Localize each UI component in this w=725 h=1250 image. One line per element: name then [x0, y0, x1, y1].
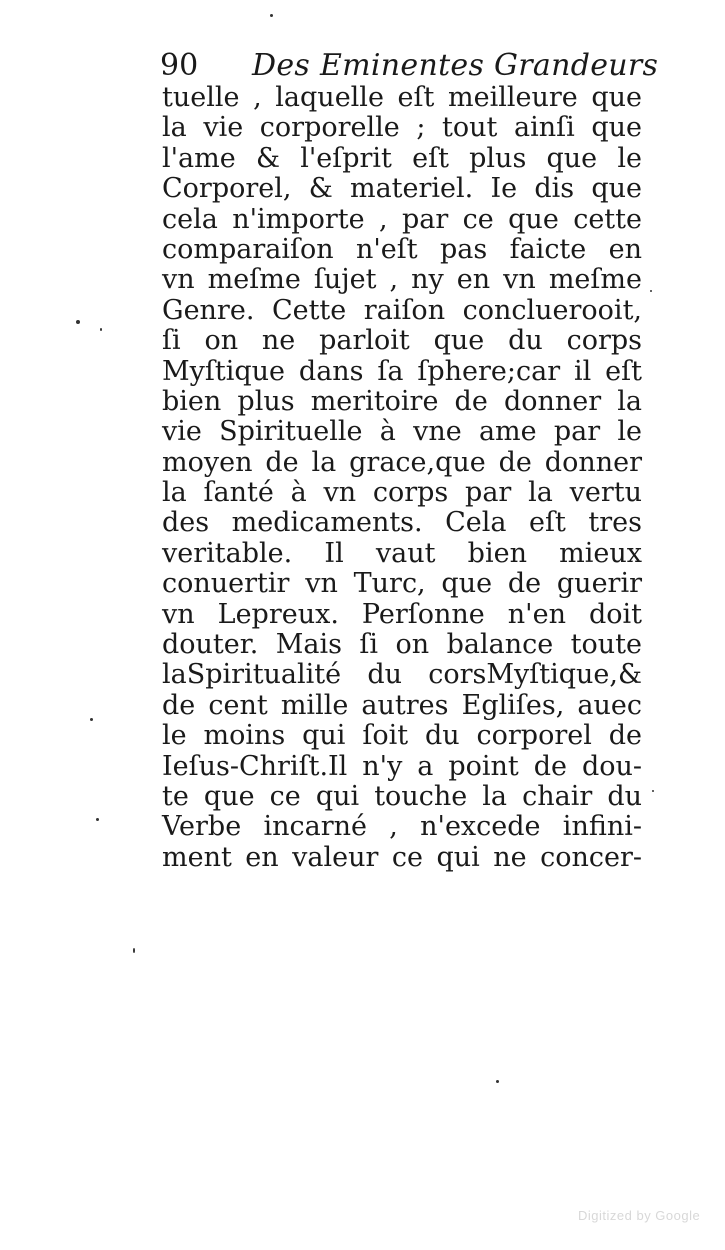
text-line: l'ame & l'eſprit eſt plus que le	[162, 142, 642, 174]
text-line: vn meſme ſujet , ny en vn meſme	[162, 264, 642, 296]
text-line: conuertir vn Turc, que de guerir	[162, 568, 642, 600]
text-line: tuelle , laquelle eſt meilleure que	[162, 82, 642, 113]
ink-speck	[96, 818, 99, 821]
text-line: vn Lepreux. Perſonne n'en doit	[162, 598, 642, 630]
text-line: ment en valeur ce qui ne concer-	[162, 841, 642, 873]
text-line: Genre. Cette raiſon concluerooit,	[162, 294, 642, 326]
ink-speck	[650, 290, 652, 292]
ink-speck	[133, 948, 135, 953]
text-line: cela n'importe , par ce que cette	[162, 203, 642, 235]
body-text	[162, 83, 642, 873]
text-line: Corporel, & materiel. Ie dis que	[162, 173, 642, 205]
text-line: te que ce qui touche la chair du	[162, 780, 642, 812]
text-line: Myſtique dans ſa ſphere;car il eſt	[162, 355, 642, 387]
text-line: des medicaments. Cela eſt tres	[162, 507, 642, 539]
digitization-watermark: Digitized by Google	[578, 1208, 701, 1223]
ink-speck	[652, 790, 654, 792]
ink-speck	[270, 14, 273, 17]
text-line: la ſanté à vn corps par la vertu	[162, 477, 642, 509]
running-title: Des Eminentes Grandeurs	[252, 48, 659, 83]
text-line: douter. Mais ſi on balance toute	[162, 629, 642, 661]
text-line: ſi on ne parloit que du corps	[162, 325, 642, 357]
page-number: 90	[160, 48, 199, 83]
text-line: le moins qui ſoit du corporel de	[162, 720, 642, 752]
text-line: Ieſus-Chriſt.Il n'y a point de dou-	[162, 750, 642, 782]
text-line: vie Spirituelle à vne ame par le	[162, 416, 642, 448]
ink-speck	[76, 320, 80, 324]
text-line: Verbe incarné , n'excede infini-	[162, 811, 642, 843]
ink-speck	[100, 328, 102, 331]
text-line: bien plus meritoire de donner la	[162, 385, 642, 417]
text-line: la vie corporelle ; tout ainſi que	[162, 112, 642, 144]
text-line: veritable. Il vaut bien mieux	[162, 537, 642, 569]
text-line: laSpiritualité du corsMyſtique,&	[162, 659, 642, 691]
ink-speck	[90, 718, 93, 721]
text-line: comparaiſon n'eſt pas faicte en	[162, 233, 642, 265]
ink-speck	[496, 1080, 499, 1083]
text-line: moyen de la grace,que de donner	[162, 446, 642, 478]
text-line: de cent mille autres Egliſes, auec	[162, 689, 642, 721]
